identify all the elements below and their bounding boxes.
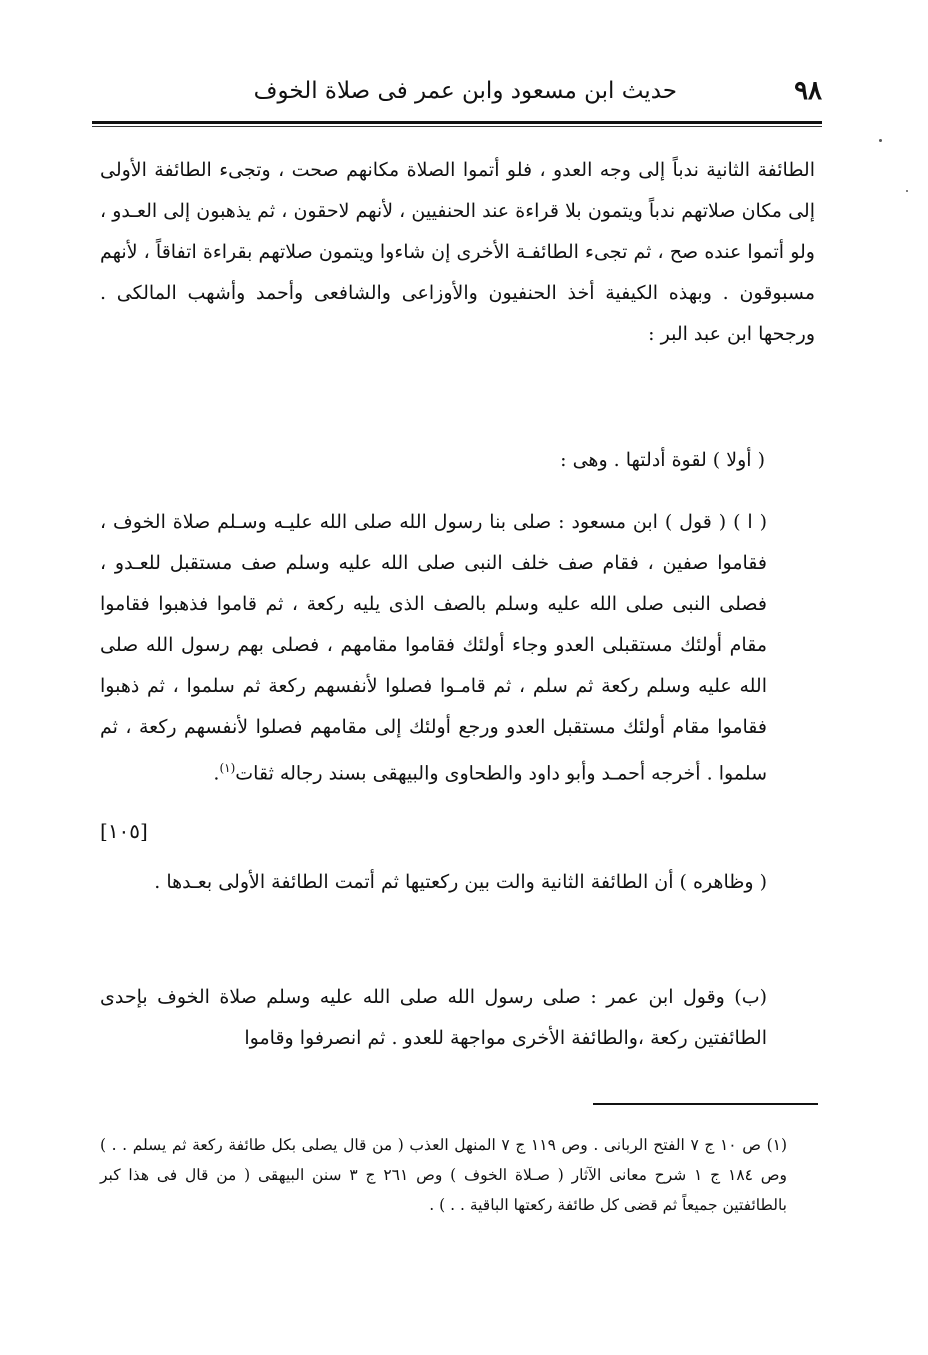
print-speck: [879, 139, 882, 142]
hadith-reference-number: [١٠٥]: [100, 819, 148, 843]
main-text: [100, 150, 815, 1075]
page-number: ٩٨: [794, 76, 822, 106]
footnotes: [100, 1130, 815, 1220]
page-header: [92, 70, 822, 120]
hadith-ibn-masud: ( ا ) ( قول ) ابن مسعود : صلى بنا رسول الله صلى الله عليـه وسـلم صلاة الخوف ، فقاموا صفين ، فقام صف خلف النبى صلى الله عليه وسلم صف مستقبل للعـدو ، فصلى النبى صلى الله عليه وسلم بالصف الذى يليه ركعة ، ثم قاموا فذهبوا فقاموا مقام أولئك مستقبلى العدو وجاء أولئك فقاموا مقامهم ، فصلى بهم رسول الله صلى الله عليه وسلم ركعة ثم سلم ، ثم قامـوا فصلوا لأنفسهم ركعة ثم سلموا ، ثم ذهبوا فقاموا مقام أولئك مستقبل العدو ورجع أولئك إلى مقامهم فصلوا لأنفسهم ركعة ، ثم سلموا . أخرجه أحمـد وأبو داود والطحاوى والبيهقى بسند رجاله ثقات: [100, 511, 767, 785]
paragraph-4: ( وظاهره ) أن الطائفة الثانية والت بين ركعتيها ثم أتمت الطائفة الأولى بعـدها .: [154, 871, 767, 893]
footnote-marker: (١): [219, 761, 236, 775]
footnote-1: (١) ص ١٠ ج ٧ الفتح الربانى . وص ١١٩ ج ٧ المنهل العذب ( من قال يصلى بكل طائفة ركعة ثم يسلم . . ) وص ١٨٤ ج ١ شرح معانى الآثار ( صـلاة الخوف ) وص ٢٦١ ج ٣ سنن البيهقى ( من قال فى هذا كبر بالطائفتين جميعاً ثم قضى كل طائفة ركعتها الباقية . . ) .: [100, 1136, 788, 1214]
paragraph-3: [100, 502, 815, 862]
header-rule: [92, 121, 822, 124]
running-title: حديث ابن مسعود وابن عمر فى صلاة الخوف: [253, 78, 677, 104]
paragraph-5: (ب) وقول ابن عمر : صلى رسول الله صلى الله عليه وسلم صلاة الخوف بإحدى الطائفتين ركعة ،والطائفة الأخرى مواجهة للعدو . ثم انصرفوا وقاموا: [100, 986, 767, 1049]
print-speck: [906, 190, 908, 192]
footnote-rule: [593, 1103, 818, 1105]
hadith-end-period: .: [213, 762, 220, 785]
paragraph-2: ( أولا ) لقوة أدلتها . وهى :: [560, 449, 765, 471]
paragraph-1: الطائفة الثانية ندباً إلى وجه العدو ، فلو أتموا الصلاة مكانهم صحت ، وتجىء الطائفة الأولى إلى مكان صلاتهم ندباً ويتمون بلا قراءة عند الحنفيين ، لأنهم لاحقون ، ثم يذهبون إلى العـدو ، ولو أتموا عنده صح ، ثم تجىء الطائفـة الأخرى إن شاءوا ويتمون صلاتهم بقراءة اتفاقاً ، لأنهم مسبوقون . وبهذه الكيفية أخذ الحنفيون والأوزاعى والشافعى وأحمد وأشهب المالكى . ورجحها ابن عبد البر :: [100, 159, 815, 345]
header-rule-thin: [92, 126, 822, 127]
